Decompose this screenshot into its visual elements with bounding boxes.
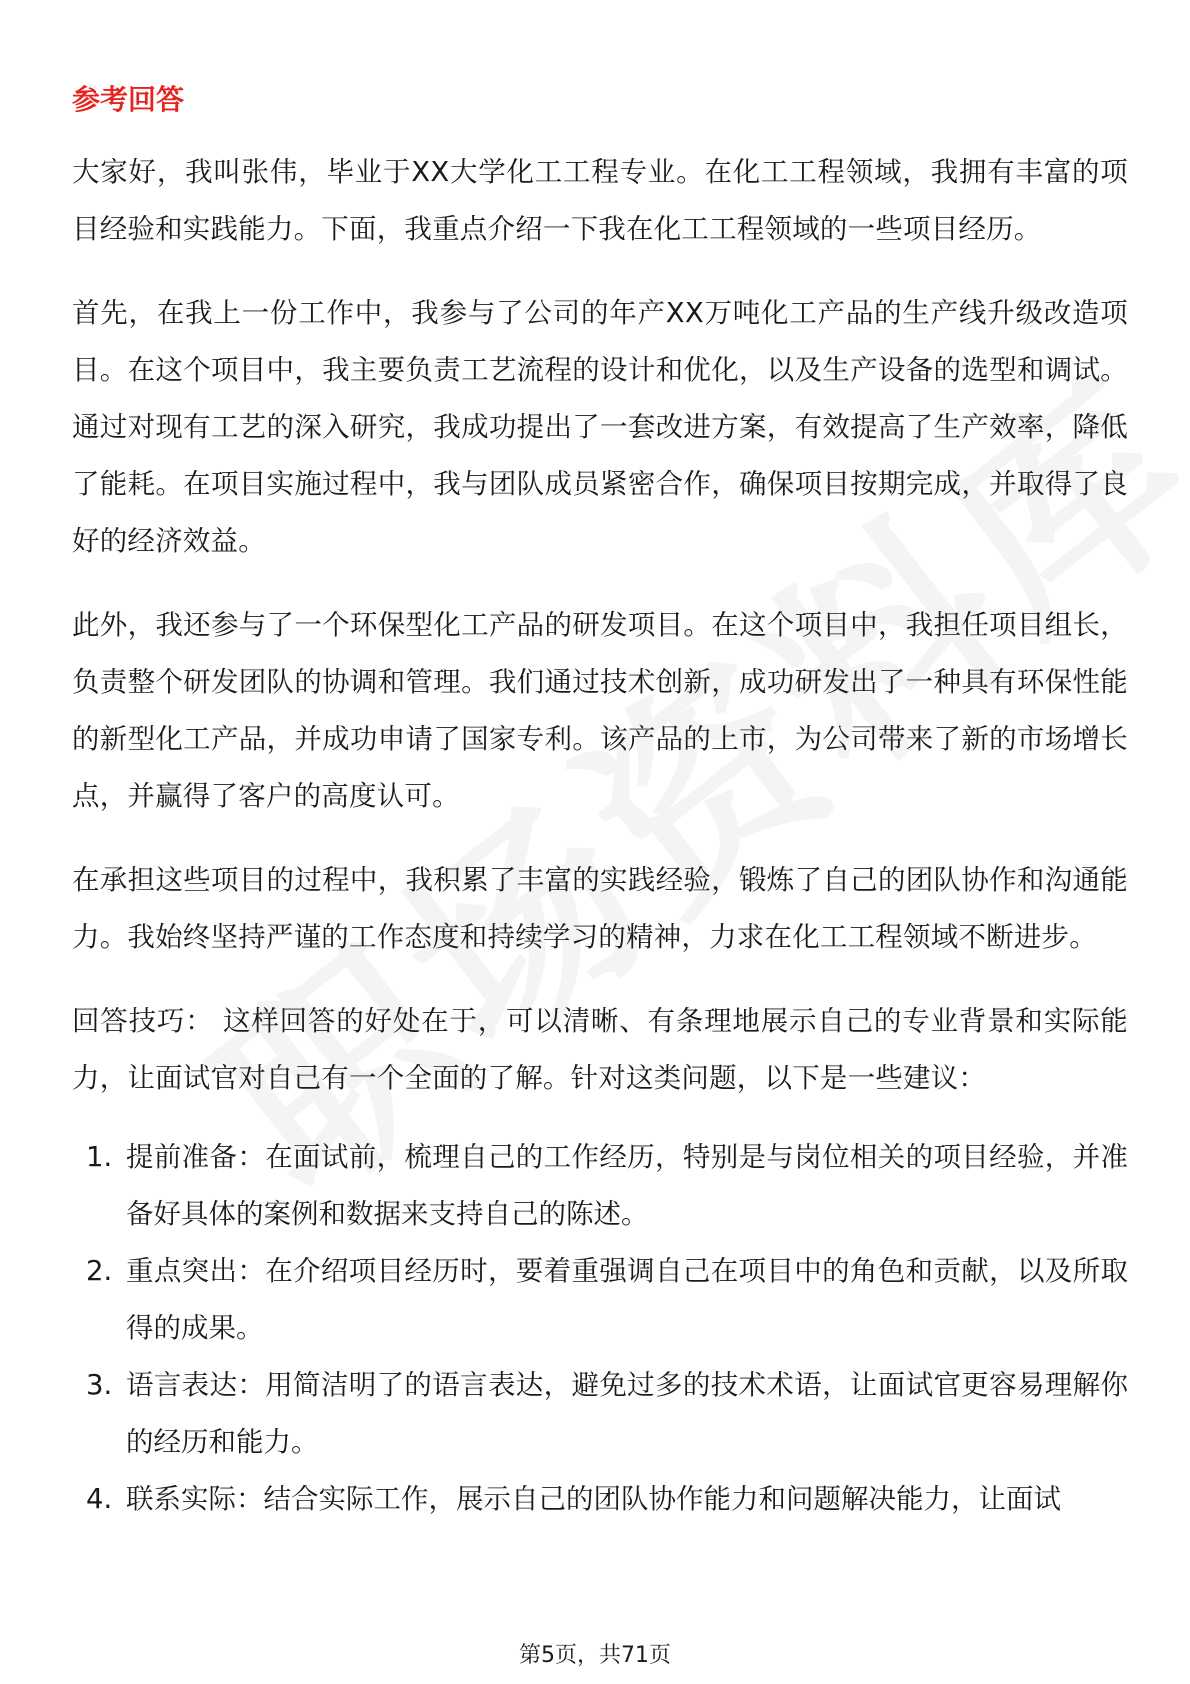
- answer-paragraph-project-1: 首先，在我上一份工作中，我参与了公司的年产XX万吨化工产品的生产线升级改造项目。在这个项目中，我主要负责工艺流程的设计和优化，以及生产设备的选型和调试。通过对现有工艺的深入研究，我成功提出了一套改进方案，有效提高了生产效率，降低了能耗。在项目实施过程中，我与团队成员紧密合作，确保项目按期完成，并取得了良好的经济效益。: [72, 297, 1128, 557]
- tip-number: 3.: [86, 1369, 113, 1401]
- tip-text: 联系实际：结合实际工作，展示自己的团队协作能力和问题解决能力，让面试: [126, 1483, 1061, 1515]
- answer-paragraph-summary: 在承担这些项目的过程中，我积累了丰富的实践经验，锻炼了自己的团队协作和沟通能力。我始终坚持严谨的工作态度和持续学习的精神，力求在化工工程领域不断进步。: [72, 864, 1128, 953]
- tip-item: [72, 1471, 1128, 1528]
- tips-list: [72, 1129, 1128, 1528]
- tip-number: 4.: [86, 1483, 113, 1515]
- page-number-footer: 第5页，共71页: [519, 1643, 671, 1668]
- tip-item: [72, 1129, 1128, 1243]
- tip-text: 提前准备：在面试前，梳理自己的工作经历，特别是与岗位相关的项目经验，并准备好具体的案例和数据来支持自己的陈述。: [126, 1141, 1128, 1230]
- tip-number: 1.: [86, 1141, 113, 1173]
- document-content: [72, 80, 1128, 1528]
- answer-paragraph-intro: 大家好，我叫张伟，毕业于XX大学化工工程专业。在化工工程领域，我拥有丰富的项目经验和实践能力。下面，我重点介绍一下我在化工工程领域的一些项目经历。: [72, 156, 1128, 245]
- tips-intro: 回答技巧： 这样回答的好处在于，可以清晰、有条理地展示自己的专业背景和实际能力，让面试官对自己有一个全面的了解。针对这类问题，以下是一些建议：: [72, 1005, 1128, 1094]
- tip-number: 2.: [86, 1255, 113, 1287]
- tip-text: 语言表达：用简洁明了的语言表达，避免过多的技术术语，让面试官更容易理解你的经历和能力。: [126, 1369, 1128, 1458]
- tip-text: 重点突出：在介绍项目经历时，要着重强调自己在项目中的角色和贡献，以及所取得的成果。: [126, 1255, 1128, 1344]
- tip-item: [72, 1357, 1128, 1471]
- section-heading: 参考回答: [72, 83, 185, 116]
- tip-item: [72, 1243, 1128, 1357]
- answer-paragraph-project-2: 此外，我还参与了一个环保型化工产品的研发项目。在这个项目中，我担任项目组长，负责整个研发团队的协调和管理。我们通过技术创新，成功研发出了一种具有环保性能的新型化工产品，并成功申请了国家专利。该产品的上市，为公司带来了新的市场增长点，并赢得了客户的高度认可。: [72, 609, 1128, 812]
